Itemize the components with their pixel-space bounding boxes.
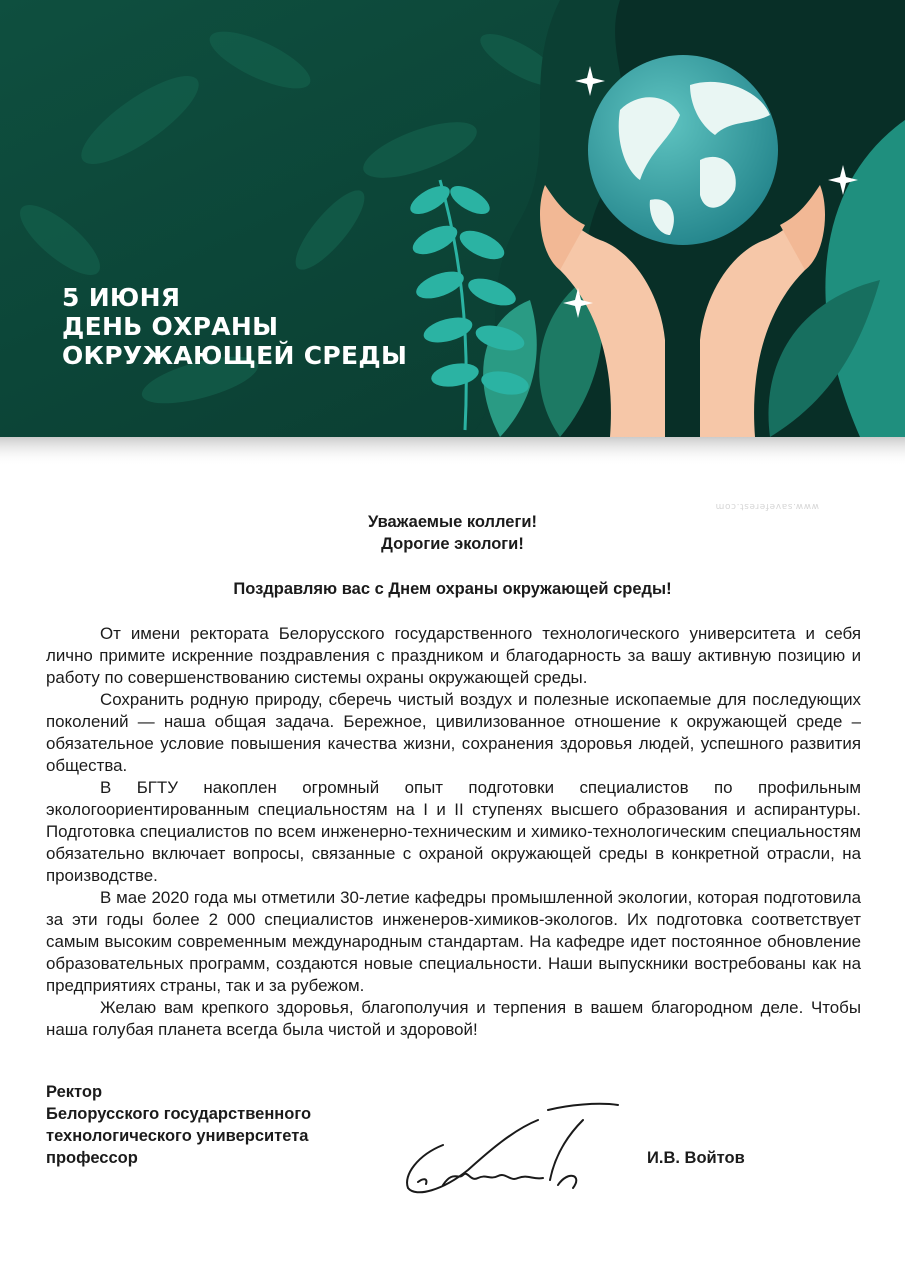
position-line: технологического университета [46, 1127, 309, 1145]
congratulation-heading: Поздравляю вас с Днем охраны окружающей среды! [233, 580, 672, 598]
paragraph: В мае 2020 года мы отметили 30-летие кафедры промышленной экологии, которая подготовила за эти годы более 2 000 специалистов инженеров-химиков-экологов. Их подготовка соответствует самым высоким современным международным стандартам. На кафедре идет постоянное обновление образовательных программ, создаются новые специальности. Наши выпускники востребованы как на предприятиях страны, так и за рубежом. [46, 888, 861, 995]
banner-title-line: ОКРУЖАЮЩЕЙ СРЕДЫ [62, 341, 408, 370]
greeting-line: Дорогие экологи! [381, 535, 524, 553]
paragraph: Желаю вам крепкого здоровья, благополучия и терпения в вашем благородном деле. Чтобы наша голубая планета всегда была чистой и здоровой! [46, 998, 861, 1039]
paragraph: Сохранить родную природу, сберечь чистый воздух и полезные ископаемые для последующих поколений — наша общая задача. Бережное, цивилизованное отношение к окружающей среде – обязательное условие повышения качества жизни, сохранения здоровья людей, успешного развития общества. [46, 690, 861, 775]
signatory-name: И.В. Войтов [647, 1149, 745, 1167]
greeting-line: Уважаемые коллеги! [368, 513, 537, 531]
handwritten-signature [398, 1100, 628, 1200]
banner-title-line: ДЕНЬ ОХРАНЫ [62, 312, 279, 341]
greeting [0, 511, 905, 555]
header-banner [0, 0, 905, 470]
position-line: Ректор [46, 1083, 103, 1101]
position-line: профессор [46, 1149, 138, 1167]
watermark: www.saveferest.com [715, 501, 820, 511]
position-line: Белорусского государственного [46, 1105, 312, 1123]
banner-title-line: 5 ИЮНЯ [62, 283, 181, 312]
paragraph: От имени ректората Белорусского государственного технологического университета и себя лично примите искренние поздравления с праздником и благодарность за вашу активную позицию и работу по совершенствованию системы охраны окружающей среды. [46, 624, 861, 687]
letter-body [46, 623, 861, 1041]
signatory-position [46, 1081, 311, 1169]
banner-title [62, 283, 407, 370]
globe-illustration [588, 55, 778, 245]
paragraph: В БГТУ накоплен огромный опыт подготовки специалистов по профильным экологоориентированным специальностям на I и II ступенях высшего образования и аспирантуры. Подготовка специалистов по всем инженерно-техническим и химико-технологическим специальностям обязательно включает вопросы, связанные с охраной окружающей среды в конкретной отрасли, на производстве. [46, 778, 861, 885]
banner-illustration [0, 0, 905, 470]
